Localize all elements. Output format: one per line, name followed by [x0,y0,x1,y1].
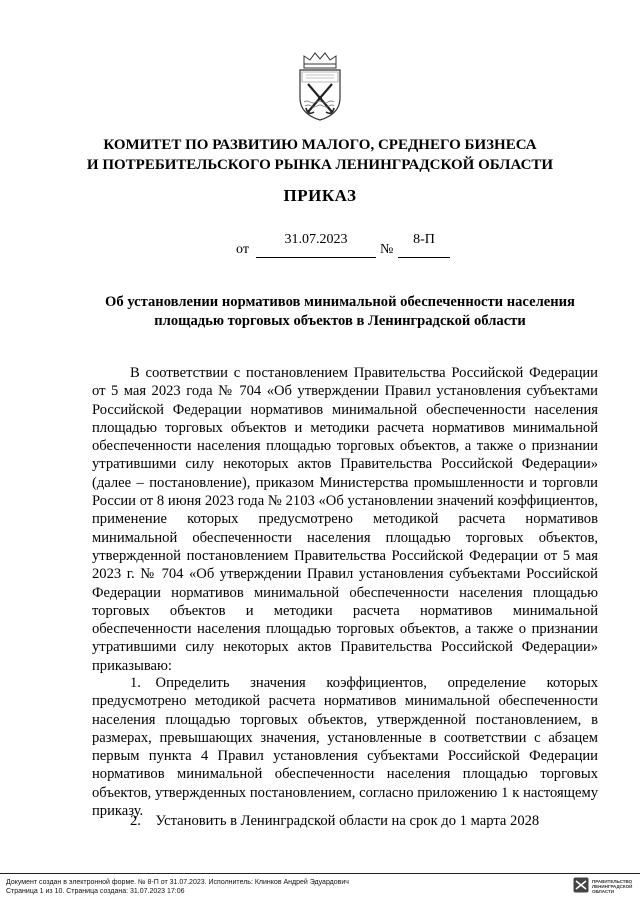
footer-line1: Документ создан в электронной форме. № 8-П от 31.07.2023. Исполнитель: Клинков Андрей Эдуардович [6,879,349,886]
number-sign: № [380,242,394,257]
government-logo-icon [573,877,589,893]
number-underline [398,257,450,258]
paragraph-preamble: В соответствии с постановлением Правительства Российской Федерации от 5 мая 2023 года № 704 «Об утверждении Правил установления субъектами Российской Федерации нормативов минимальной обеспеченности населения площадью торговых объектов и методики расчета нормативов минимальной обеспеченности населения площадью торговых объектов, а также о признании утратившими силу некоторых актов Правительства Российской Федерации» (далее – постановление), приказом Министерства промышленности и торговли России от 8 июня 2023 года № 2103 «Об установлении значений коэффициентов, применение которых предусмотрено методикой расчета нормативов минимальной обеспеченности населения площадью торговых объектов, утвержденной постановлением Правительства Российской Федерации от 5 мая 2023 г. № 704 «Об утверждении Правил установления субъектами Российской Федерации нормативов минимальной обеспеченности населения площадью торговых объектов и методики расчета нормативов минимальной обеспеченности населения площадью торговых объектов, а также о признании утратившими силу некоторых актов Правительства Российской Федерации» приказываю: [92,365,598,674]
organization-name-line2: И ПОТРЕБИТЕЛЬСКОГО РЫНКА ЛЕНИНГРАДСКОЙ ОБЛАСТИ [86,157,554,173]
date-number-row [236,226,456,260]
footer-divider [0,873,640,874]
paragraph-item-1: 1. Определить значения коэффициентов, определение которых предусмотрено методикой расчета нормативов минимальной обеспеченности населения площадью торговых объектов, утвержденной постановлением, в размерах, превышающих значения, установленные в соответствии с абзацем первым пункта 4 Правил установления субъектами Российской Федерации нормативов минимальной обеспеченности населения площадью торговых объектов, утвержденных постановлением, согласно приложению 1 к настоящему приказу. [92,675,598,820]
document-number: 8-П [413,232,435,247]
document-type-title: ПРИКАЗ [283,186,357,205]
footer-info [6,878,349,896]
date-underline [256,257,376,258]
document-date: 31.07.2023 [284,232,348,247]
footer-line2: Страница 1 из 10. Страница создана: 31.07.2023 17:06 [6,888,185,895]
government-logo-text: ПРАВИТЕЛЬСТВО ЛЕНИНГРАДСКОЙ ОБЛАСТИ [592,879,633,894]
paragraph-item-2: 2. Установить в Ленинградской области на срок до 1 марта 2028 [130,813,540,829]
document-subject: Об установлении нормативов минимальной обеспеченности населения площадью торговых объектов в Ленинградской области [105,294,575,329]
organization-name-line1: КОМИТЕТ ПО РАЗВИТИЮ МАЛОГО, СРЕДНЕГО БИЗНЕСА [103,137,537,153]
date-prefix: от [236,242,249,257]
coat-of-arms-icon [296,50,344,122]
